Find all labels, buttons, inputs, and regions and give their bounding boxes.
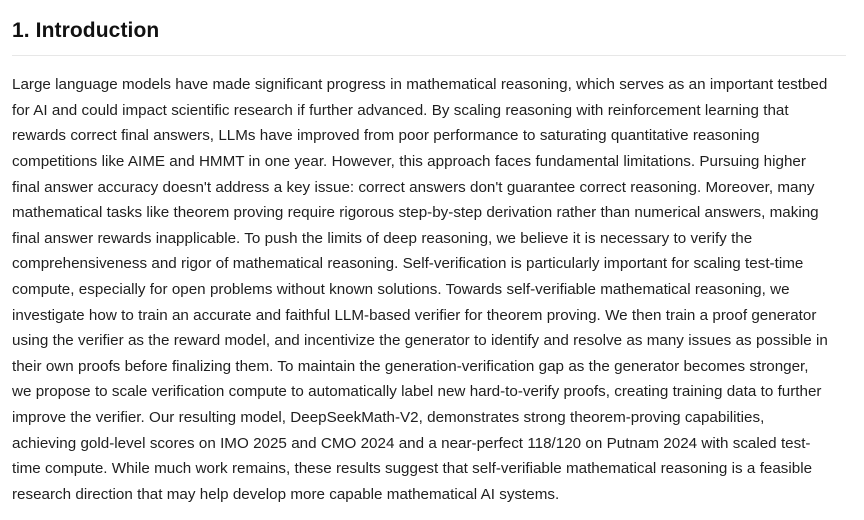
page-title: 1. Introduction xyxy=(12,19,160,42)
heading-divider xyxy=(12,55,846,56)
introduction-paragraph: Large language models have made significant progress in mathematical reasoning, which serves as an important testbed for AI and could impact scientific research if further advanced. By scaling reasoning with reinforcement learning that rewards correct final answers, LLMs have improved from poor performance to saturating quantitative reasoning competitions like AIME and HMMT in one year. However, this approach faces fundamental limitations. Pursuing higher final answer accuracy doesn't address a key issue: correct answers don't guarantee correct reasoning. Moreover, many mathematical tasks like theorem proving require rigorous step-by-step derivation rather than numerical answers, making final answer rewards inapplicable. To push the limits of deep reasoning, we believe it is necessary to verify the comprehensiveness and rigor of mathematical reasoning. Self-verification is particularly important for scaling test-time compute, especially for open problems without known solutions. Towards self-verifiable mathematical reasoning, we investigate how to train an accurate and faithful LLM-based verifier for theorem proving. We then train a proof generator using the verifier as the reward model, and incentivize the generator to identify and resolve as many issues as possible in their own proofs before finalizing them. To maintain the generation-verification gap as the generator becomes stronger, we propose to scale verification compute to automatically label new hard-to-verify proofs, creating training data to further improve the verifier. Our resulting model, DeepSeekMath-V2, demonstrates strong theorem-proving capabilities, achieving gold-level scores on IMO 2025 and CMO 2024 and a near-perfect 118/120 on Putnam 2024 with scaled test-time compute. While much work remains, these results suggest that self-verifiable mathematical reasoning is a feasible research direction that may help develop more capable mathematical AI systems. xyxy=(12,76,828,503)
